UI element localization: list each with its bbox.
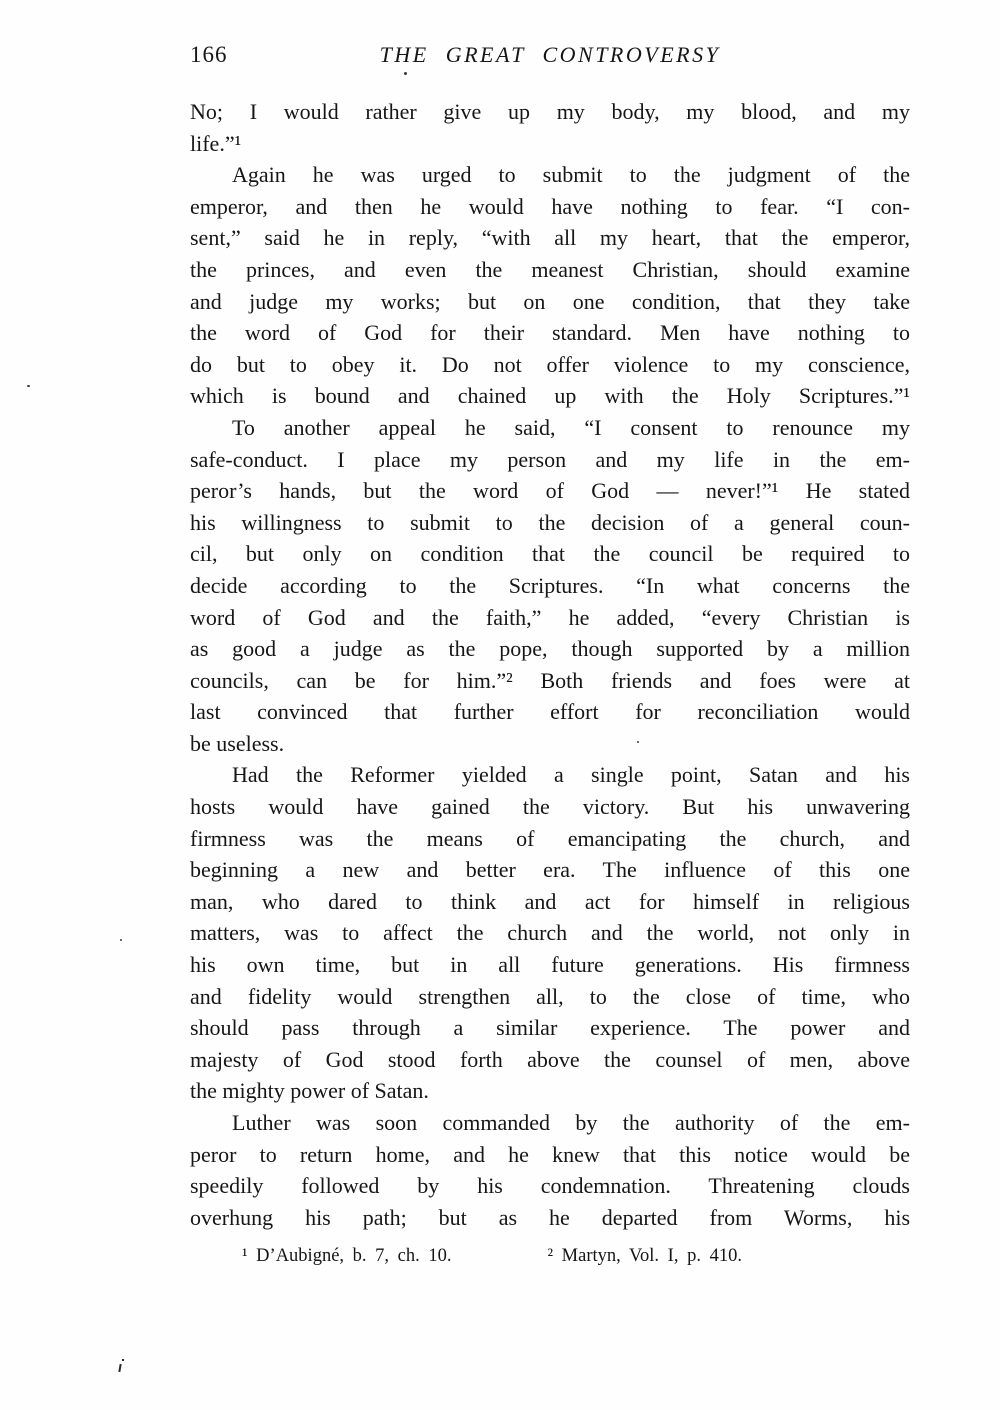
text-line: and fidelity would strengthen all, to the close of time, who [190,983,910,1009]
page-number: 166 [190,42,228,67]
text-line: peror’s hands, but the word of God — never!”¹ He stated [190,478,910,504]
footnote-1: ¹ D’Aubigné, b. 7, ch. 10. [242,1246,452,1266]
text-line: Luther was soon commanded by the authority of the em- [232,1110,910,1135]
text-line: last convinced that further effort for reconciliation would [190,699,910,725]
text-line: overhung his path; but as he departed from Worms, his [190,1204,910,1230]
scan-tick-mark [118,1364,121,1372]
text-line: which is bound and chained up with the Holy Scriptures.”¹ [190,383,910,409]
text-line: the princes, and even the meanest Christian, should examine [190,256,910,282]
scan-speck [404,72,407,75]
text-line: his own time, but in all future generations. His firmness [190,952,910,978]
text-line: cil, but only on condition that the council be required to [190,541,910,567]
text-line: beginning a new and better era. The influence of this one [190,857,910,883]
text-line: peror to return home, and he knew that this notice would be [190,1141,910,1167]
text-line: the mighty power of Satan. [190,1078,429,1104]
text-line: his willingness to submit to the decision of a general coun- [190,509,910,535]
text-line: as good a judge as the pope, though supported by a million [190,636,910,662]
text-line: emperor, and then he would have nothing to fear. “I con- [190,193,910,219]
text-line: decide according to the Scriptures. “In what concerns the [190,572,910,598]
text-line: life.”¹ [190,130,242,156]
text-line: Again he was urged to submit to the judgment of the [232,162,910,188]
body-text [190,96,910,1233]
scan-speck [27,385,30,387]
text-line: To another appeal he said, “I consent to renounce my [232,414,910,440]
text-line: be useless. [190,730,285,756]
text-line: No; I would rather give up my body, my blood, and my [190,99,910,124]
text-line: hosts would have gained the victory. But his unwavering [190,794,910,820]
text-line: majesty of God stood forth above the counsel of men, above [190,1046,910,1072]
text-line: safe-conduct. I place my person and my life in the em- [190,446,910,472]
scan-speck [637,741,639,743]
running-head [190,42,910,72]
text-line: and judge my works; but on one condition, that they take [190,288,910,314]
text-line: should pass through a similar experience. The power and [190,1015,910,1041]
text-line: man, who dared to think and act for himself in religious [190,888,910,914]
text-line: the word of God for their standard. Men have nothing to [190,320,910,346]
text-line: sent,” said he in reply, “with all my heart, that the emperor, [190,225,910,251]
text-line: councils, can be for him.”² Both friends and foes were at [190,667,910,693]
footnotes [190,1246,910,1267]
text-line: firmness was the means of emancipating the church, and [190,825,910,851]
text-line: word of God and the faith,” he added, “every Christian is [190,604,910,630]
running-title: THE GREAT CONTROVERSY [379,42,721,67]
text-line: do but to obey it. Do not offer violence to my conscience, [190,351,910,377]
text-line: Had the Reformer yielded a single point, Satan and his [232,762,910,788]
footnote-2: ² Martyn, Vol. I, p. 410. [547,1246,742,1266]
text-line: speedily followed by his condemnation. Threatening clouds [190,1173,910,1199]
scan-tick-dot [122,1359,124,1361]
scan-speck [120,939,122,941]
text-line: matters, was to affect the church and the world, not only in [190,920,910,946]
